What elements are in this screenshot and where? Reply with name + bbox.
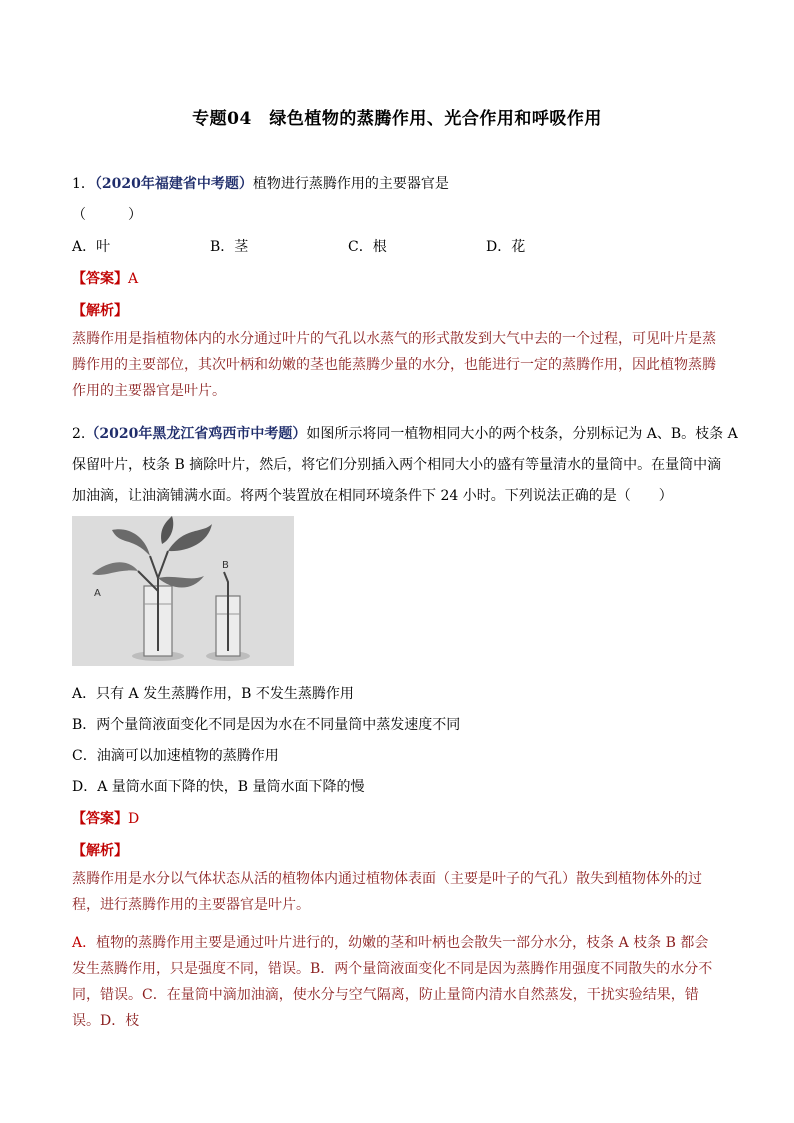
option-d: D．A 量筒水面下降的快，B 量筒水面下降的慢 bbox=[72, 779, 365, 795]
experiment-figure bbox=[72, 516, 294, 666]
analysis-paragraph-1: 蒸腾作用是水分以气体状态从活的植物体内通过植物体表面（主要是叶子的气孔）散失到植物体外的过程，进行蒸腾作用的主要器官是叶片。 bbox=[72, 871, 702, 913]
option-d: D．花 bbox=[486, 239, 526, 255]
question-number: 1． bbox=[72, 176, 95, 192]
question-text: 植物进行蒸腾作用的主要器官是 bbox=[252, 176, 449, 192]
analysis-label: 【解析】 bbox=[72, 303, 128, 319]
answer-label: 【答案】 bbox=[72, 271, 128, 287]
figure-label-a: A bbox=[94, 588, 101, 599]
question-2-stem-line1 bbox=[72, 423, 738, 445]
option-a: A．叶 bbox=[72, 239, 111, 255]
answer-label: 【答案】 bbox=[72, 811, 128, 827]
option-a: A．只有 A 发生蒸腾作用，B 不发生蒸腾作用 bbox=[72, 686, 354, 702]
answer-value: D bbox=[128, 811, 140, 827]
option-c: C．油滴可以加速植物的蒸腾作用 bbox=[72, 748, 279, 764]
figure-label-b: B bbox=[222, 560, 229, 571]
answer-parenthesis: （ ） bbox=[72, 207, 142, 223]
analysis-label: 【解析】 bbox=[72, 843, 128, 859]
question-1-options bbox=[72, 236, 624, 258]
question-2-stem-line3: 加油滴，让油滴铺满水面。将两个装置放在相同环境条件下 24 小时。下列说法正确的是（ ） bbox=[72, 488, 673, 504]
question-source: （2020年福建省中考题） bbox=[94, 176, 253, 192]
question-source: （2020年黑龙江省鸡西市中考题） bbox=[85, 426, 307, 442]
option-b: B．茎 bbox=[210, 239, 249, 255]
option-b: B．两个量筒液面变化不同是因为水在不同量筒中蒸发速度不同 bbox=[72, 717, 461, 733]
answer-value: A bbox=[128, 271, 139, 287]
analysis-text: 蒸腾作用是指植物体内的水分通过叶片的气孔以水蒸气的形式散发到大气中去的一个过程，可见叶片是蒸腾作用的主要部位，其次叶柄和幼嫩的茎也能蒸腾少量的水分，也能进行一定的蒸腾作用，因此植物蒸腾作用的主要器官是叶片。 bbox=[72, 331, 716, 399]
answer-line bbox=[72, 808, 139, 830]
experiment-illustration bbox=[72, 516, 294, 666]
question-number: 2. bbox=[72, 426, 86, 442]
question-1-stem bbox=[72, 173, 449, 195]
option-c: C．根 bbox=[348, 239, 387, 255]
page-title: 专题04 绿色植物的蒸腾作用、光合作用和呼吸作用 bbox=[192, 109, 602, 129]
analysis-paragraph-2: A．植物的蒸腾作用主要是通过叶片进行的，幼嫩的茎和叶柄也会散失一部分水分，枝条 A 枝条 B 都会发生蒸腾作用，只是强度不同，错误。B．两个量筒液面变化不同是因为蒸腾作用强度不同散失的水分不同，错误。C．在量筒中滴加油滴，使水分与空气隔离，防止量筒内清水自然蒸发，干扰实验结果，错误。D．枝 bbox=[72, 935, 713, 1029]
question-text: 如图所示将同一植物相同大小的两个枝条，分别标记为 A、B。枝条 A bbox=[306, 426, 738, 442]
question-2-stem-line2: 保留叶片，枝条 B 摘除叶片，然后，将它们分别插入两个相同大小的盛有等量清水的量筒中。在量筒中滴 bbox=[72, 457, 722, 473]
answer-line bbox=[72, 268, 138, 290]
